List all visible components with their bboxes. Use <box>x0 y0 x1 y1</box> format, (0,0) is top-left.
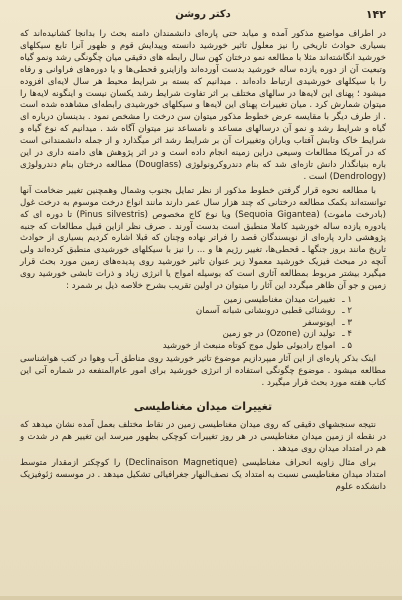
list-item <box>20 329 386 341</box>
list-item-number: ۳ ـ <box>342 317 352 328</box>
body-paragraph: در اطراف مواضیع مذکور آمده و میابد حتی پاره‌ای دانشمندان دامنه بحث را بدانجا کشانیده‌اند که بسیاری حوادث تاریخی را نیز معلول تاثیر خورشید دانسته وپیدایش قوم و ظهور آنرا تابع سیکلهای خورشید انگاشته‌اند مثلا با مطالعه نمو درختان کهن سال رابطه های دقیقی میان چگونگی رشد ونمو گیاه وتبعیت آن از دوره یازده ساله خورشید بدست آورده‌اند وازاینرو قحطی‌ها و یا دوره‌های فراوانی و رفاه را با سیکلهای خورشیدی ارتباط داده‌اند . میدانیم که بسته بر شرایط محیط هر سال لایه‌ای افزوده میشود ؛ پهنای این لایه‌ها در سالهای مختلف بر اثر تفاوت شرایط رشد یکسان نیست و اینگونه لایه‌ها را میتوان شمارش کرد . میان تغییرات پهنای این لایه‌ها و سیکلهای خورشیدی رابطه‌ای مشاهده شده است . از طرف دیگر با مقایسه عرض خطوط مذکور میتوان سن درخت را مشخص نمود . بدینسان درباره ای گیاه و شرایط رشد و نمو آن درسالهای مساعد و نامساعد نیز میتوان آگاه شد . میدانیم که نوع گیاه و شرایط خاک وتابش آفتاب وباران وتغییرات آن بر شرایط رشد اثر میگذارد و از جمله دانشمندانی است که در آمریکا مطالعات وسیعی دراین زمینه انجام داده است و در اثر پژوهش های دامنه داری در این باره بنیانگذار دانش تازه‌ای شد که بنام دندروکرونولوژی (Douglass) مطالعه درختان بنام دندرولوژی (Dendrology) است . <box>20 29 386 182</box>
body-paragraph: اینک بذکر پاره‌ای از این آثار میپردازیم موضوع تاثیر خورشید روی مناطق آب وهوا در کتب هواشناسی مطالعه میشود . موضوع چگونگی استفاده از انرژی خورشید برای امور عام‌المنفعه در شماره آتی این کتاب هفته مورد بحث قرار میگیرد . <box>20 354 386 389</box>
list-item-number: ۲ ـ <box>342 306 352 317</box>
section-paragraph: نتیجه سنجشهای دقیقی که روی میدان مغناطیسی زمین در نقاط مختلف بعمل آمده نشان میدهد که در نقطه از زمین میدان مغناطیسی در هر روز تغییرات کوچکی بظهور میرسد این تغییر هم در شدت و هم در امتداد میدان روی میدهد . <box>20 420 386 454</box>
list-item <box>20 295 386 307</box>
page-number: ۱۴۲ <box>365 8 386 21</box>
page-bottom-edge <box>0 596 402 600</box>
list-item-number: ۱ ـ <box>342 294 352 305</box>
page-header <box>20 8 386 26</box>
list-item-text: ایونوسفر <box>302 317 336 328</box>
list-item-text: تغییرات میدان مغناطیسی زمین <box>223 294 336 305</box>
list-item <box>20 306 386 318</box>
list-item <box>20 341 386 353</box>
body-paragraph: با مطالعه نحوه قرار گرفتن خطوط مذکور از نظر تمایل بجنوب وشمال وهمچنین تغییر ضخامت آنها توانسته‌اند بکمک مطالعه درختانی که چند هزار سال عمر دارند مانند انواع درخت موسوم به درخت غول (بادرخت ماموت) (Sequoia Gigantea) ویا نوع کاج مخصوص (Pinus silvestris) تا دوره ای که یادوره یازده ساله خورشید کاملا منطبق است بدست آورند . صرف نظر ازاین قبیل مطالعات که جنبه پژوهشی دارد پاره‌ای از نویسندگان قصد را فراتر نهاده وچنان که قبلا اشاره کردیم بسیاری از حوادث تاریخ مانند بروز جنگها ـ قحطی‌ها، تغییر رژیم ها و ... را نیز با سیکلهای خورشیدی منطبق کرده‌اند ولی آنچه در مبحث فیزیک خورشید معمولا زیر عنوان تاثیر خورشید روی پدیده‌های زمین مورد بحث قرار میگیرد بیشتر مربوط بمطالعه آثاری است که بوسیله امواج یا انرژی زیاد و ذرات تابشی خورشید روی زمین و جو آن ظاهر میگردد این آثار را میتوان در اولین تقریب بشرح خلاصه ذیل بر شمرد : <box>20 185 386 292</box>
section-paragraph: برای مثال زاویه انحراف مغناطیسی (Declinaison Magnetique) را کوچکتر ازمقدار متوسط امتداد میدان مغناطیسی نسبت به امتداد یک نصف‌النهار جغرافیائی تشکیل میدهد . در موسسه ژئوفیزیک دانشکده علوم <box>20 457 386 492</box>
running-head-author: دکتر روشن <box>175 9 231 20</box>
list-item-number: ۵ ـ <box>342 340 352 351</box>
list-item <box>20 318 386 330</box>
list-item-text: امواج رادیوئی طول موج کوتاه منبعث از خورشید <box>162 340 336 351</box>
section-heading: تغییرات میدان مغناطیسی <box>133 400 273 414</box>
effects-list <box>20 295 386 353</box>
list-item-number: ۴ ـ <box>342 329 352 340</box>
list-item-text: تولید ازن (Ozone) در جو زمین <box>222 329 336 340</box>
list-item-text: روشنائی قطبی درونشانی شبانه آسمان <box>195 306 336 317</box>
